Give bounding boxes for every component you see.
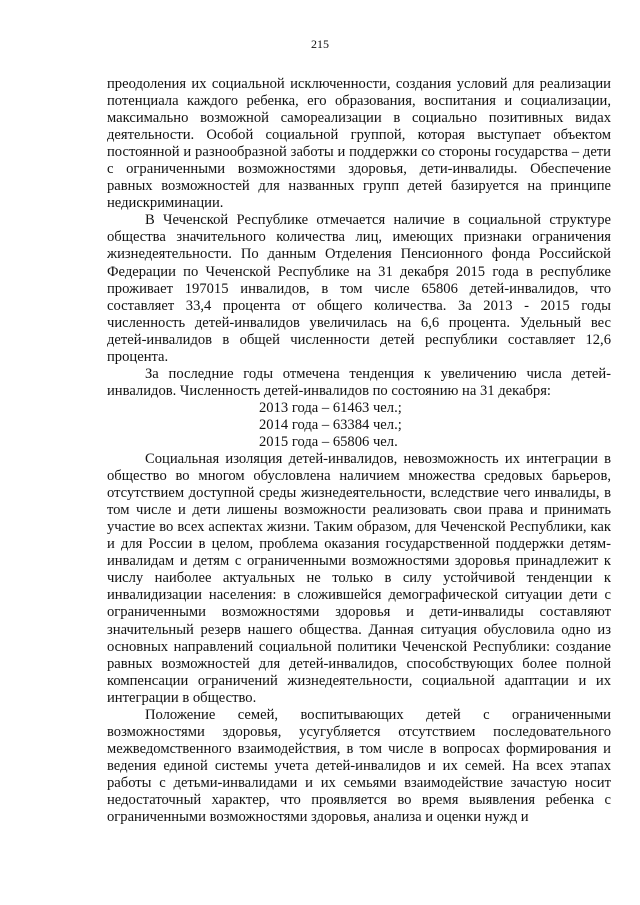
paragraph-family-situation: Положение семей, воспитывающих детей с ограниченными возможностями здоровья, усугубляется отсутствием последовательного межведомственного взаимодействия, в том числе в вопросах формирования и ведения единой системы учета детей-инвалидов и их семей. На всех этапах работы с детьми-инвалидами и их семьями взаимодействие зачастую носит недостаточный характер, что проявляется во время выявления ребенка с ограниченными возможностями здоровья, анализа и оценки нужд и xyxy=(107,706,611,826)
year-count-list xyxy=(107,400,611,451)
page-body xyxy=(107,76,611,826)
paragraph-continued: преодоления их социальной исключенности, создания условий для реализации потенциала каждого ребенка, его образования, воспитания и социализации, максимально возможной самореализации в социально позитивных видах деятельности. Особой социальной группой, которая выступает объектом постоянной и разнообразной заботы и поддержки со стороны государства – дети с ограниченными возможностями здоровья, дети-инвалиды. Обеспечение равных возможностей для названных групп детей базируется на принципе недискриминации. xyxy=(107,76,611,212)
paragraph-disability-statistics: В Чеченской Республике отмечается наличие в социальной структуре общества значительного количества лиц, имеющих признаки ограничения жизнедеятельности. По данным Отделения Пенсионного фонда Российской Федерации по Чеченской Республике на 31 декабря 2015 года в республике проживает 197015 инвалидов, в том числе 65806 детей-инвалидов, что составляет 33,4 процента от общего количества. За 2013 - 2015 годы численность детей-инвалидов увеличилась на 6,6 процента. Удельный вес детей-инвалидов в общей численности детей республики составляет 12,6 процента. xyxy=(107,212,611,365)
paragraph-trend: За последние годы отмечена тенденция к увеличению числа детей-инвалидов. Численность детей-инвалидов по состоянию на 31 декабря: xyxy=(107,365,611,399)
year-count-item: 2015 года – 65806 чел. xyxy=(259,433,398,450)
page-number: 215 xyxy=(311,37,329,51)
year-count-item: 2013 года – 61463 чел.; xyxy=(259,399,402,416)
year-count-item: 2014 года – 63384 чел.; xyxy=(259,416,402,433)
paragraph-social-isolation: Социальная изоляция детей-инвалидов, невозможность их интеграции в общество во многом обусловлена наличием множества средовых барьеров, отсутствием доступной среды жизнедеятельности, вследствие чего инвалиды, в том числе и дети лишены возможности реализовать свои права и принимать участие во всех аспектах жизни. Таким образом, для Чеченской Республики, как и для России в целом, проблема оказания государственной поддержки детям-инвалидам и детям с ограниченными возможностями здоровья принадлежит к числу наиболее актуальных не только в силу устойчивой тенденции к инвалидизации населения: в сложившейся демографической ситуации дети с ограниченными возможностями здоровья и дети-инвалиды составляют значительный резерв нашего общества. Данная ситуация обусловила одно из основных направлений социальной политики Чеченской Республики: создание равных возможностей для детей-инвалидов, способствующих более полной компенсации ограничений жизнедеятельности, социальной адаптации и их интеграции в общество. xyxy=(107,451,611,706)
